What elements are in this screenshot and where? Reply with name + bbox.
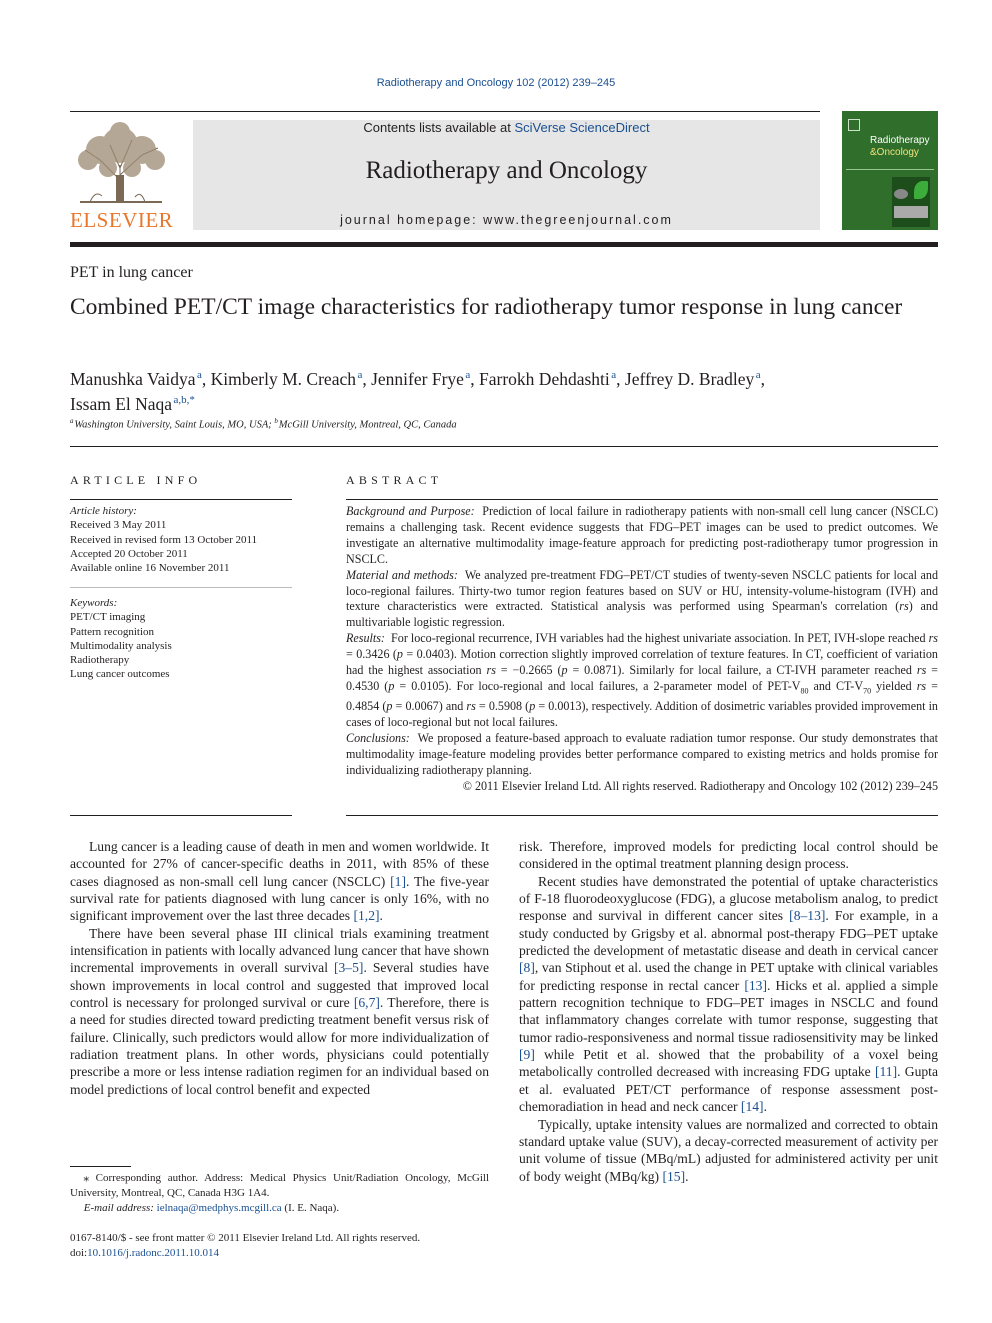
- article-history: [70, 504, 292, 575]
- elsevier-logo[interactable]: [70, 120, 174, 232]
- citation-link[interactable]: [6,7]: [353, 995, 380, 1011]
- citation-link[interactable]: [13]: [744, 977, 767, 993]
- author[interactable]: Manushka Vaidya $^a$,: [70, 368, 211, 389]
- title-divider: [70, 446, 938, 447]
- author[interactable]: Issam El Naqa $^{a,b,*}$: [70, 393, 195, 414]
- journal-header-box: [193, 120, 820, 230]
- info-rule: [70, 587, 292, 588]
- abstract-conclusions: Conclusions: We proposed a feature-based approach to evaluate radiation tumor response. Our study demonstrates that multimodality image-feature modeling provides better performance compared to existing metrics and holds promise for individualizing radiotherapy planning.: [346, 731, 938, 777]
- contents-line: [193, 120, 820, 135]
- author[interactable]: Jeffrey D. Bradley $^a$,: [624, 368, 766, 389]
- keyword: Multimodality analysis: [70, 639, 172, 652]
- header-rule: [70, 111, 820, 112]
- keyword: PET/CT imaging: [70, 611, 146, 624]
- cover-logo-icon: [848, 119, 860, 131]
- section-label: PET in lung cancer: [70, 264, 193, 281]
- abstract-body: [346, 504, 938, 795]
- journal-title[interactable]: Radiotherapy and Oncology: [365, 157, 648, 184]
- body-paragraph: risk. Therefore, improved models for predicting local control should be considered in the optimal treatment planning design process.: [519, 839, 938, 872]
- history-item: Received 3 May 2011: [70, 519, 167, 532]
- info-rule: [70, 815, 292, 816]
- author[interactable]: Farrokh Dehdashti $^a$,: [479, 368, 625, 389]
- contents-prefix: Contents lists available at: [363, 120, 515, 135]
- abstract-methods: Material and methods: We analyzed pre-treatment FDG–PET/CT studies of twenty-seven NSCLC patients for local and loco-regional failures. Thirty-two tumor region features based on SUV or HU, intensity-volume-histogram (IVH) and texture characteristics were extracted. Statistical analysis was performed using Spearman's correlation (rs) and multivariable logistic regression.: [346, 567, 939, 630]
- history-item: Received in revised form 13 October 2011: [70, 533, 258, 546]
- body-paragraph: There have been several phase III clinical trials examining treatment intensification in patients with locally advanced lung cancer that have shown incremental improvements in overall survival [3–5]. Several studies have shown improvements in local control and suggested that improved local control is necessary for prolonged survival or cure [6,7]. Therefore, there is a need for studies directed toward predicting treatment benefit versus risk of failure. Clinically, such predictors would allow for more individualization of radiation treatment plans. In other words, physicians could potentially prescribe a more or less intense radiation regimen for an individual based on model predictions of local control benefit and expected: [70, 925, 490, 1097]
- author-list: [70, 365, 930, 415]
- journal-cover-image[interactable]: [842, 111, 938, 230]
- article-info-heading: ARTICLE INFO: [70, 473, 202, 487]
- elsevier-wordmark: ELSEVIER: [70, 208, 174, 232]
- citation-link[interactable]: [9]: [519, 1047, 535, 1063]
- body-column-right: [519, 838, 938, 1185]
- copyright-line: © 2011 Elsevier Ireland Ltd. All rights reserved. Radiotherapy and Oncology 102 (2012) 239–245: [462, 778, 938, 793]
- abstract-background: Background and Purpose: Prediction of local failure in radiotherapy patients with non-small cell lung cancer (NSCLC) remains a challenging task. Recent evidence suggests that FDG–PET images can be used to predict outcomes. We investigate an alternative multimodality image-feature approach for predicting post-radiotherapy tumor progression in NSCLC.: [346, 504, 939, 566]
- citation-link[interactable]: [1]: [390, 873, 407, 889]
- cover-scan-strip: [894, 206, 928, 218]
- citation-link[interactable]: [11]: [874, 1064, 898, 1080]
- citation-link[interactable]: [1,2]: [353, 908, 380, 924]
- citation-link[interactable]: [3–5]: [333, 960, 364, 976]
- history-item: Accepted 20 October 2011: [70, 547, 188, 560]
- affiliations: $^a$ Washington University, Saint Louis, MO, USA; $^b$ McGill University, Montreal, QC, Canada: [70, 417, 457, 431]
- citation-link[interactable]: [14]: [740, 1099, 764, 1115]
- sciencedirect-link[interactable]: SciVerse ScienceDirect: [514, 120, 650, 135]
- body-paragraph: Lung cancer is a leading cause of death in men and women worldwide. It accounted for 27% of cancer-specific deaths in 2011, with 85% of these cases diagnosed as non-small cell lung cancer (NSCLC) [1]. The five-year survival rate for patients diagnosed with lung cancer is only 16%, with no significant improvement over the last three decades [1,2].: [70, 839, 489, 924]
- article-title: Combined PET/CT image characteristics for radiotherapy tumor response in lung cancer: [70, 294, 903, 320]
- author[interactable]: Jennifer Frye $^a$,: [371, 368, 480, 389]
- header-thick-rule: [70, 242, 938, 247]
- journal-homepage-link[interactable]: journal homepage: www.thegreenjournal.com: [340, 213, 673, 227]
- author[interactable]: Kimberly M. Creach $^a$,: [210, 368, 372, 389]
- cover-title-2: &Oncology: [870, 147, 919, 158]
- keywords: [70, 596, 292, 682]
- keyword: Lung cancer outcomes: [70, 668, 170, 681]
- corresponding-author-footnote: ⁎ Corresponding author. Address: Medical Physics Unit/Radiation Oncology, McGill University, Montreal, QC, Canada H3G 1A4. E-mail address: ielnaqa@medphys.mcgill.ca (I. E. Naqa).: [70, 1172, 489, 1214]
- citation-link[interactable]: [15]: [662, 1168, 686, 1184]
- citation-link[interactable]: [8–13]: [789, 908, 826, 924]
- footnote-star: ⁎: [83, 1172, 89, 1184]
- keywords-label: Keywords:: [70, 597, 118, 609]
- abstract-results: Results: For loco-regional recurrence, IVH variables had the highest univariate association. In PET, IVH-slope reached rs = 0.3426 (p = 0.0403). Motion correction slightly improved correlation of texture features. In CT, coefficient of variation had the highest association rs = −0.2665 (p = 0.0871). Similarly for local failure, a CT-IVH parameter reached rs = 0.4530 (p = 0.0105). For loco-regional and local failures, a 2-parameter model of PET-$V_{80}$ and $CT-V_{70}$ yielded rs = 0.4854 (p = 0.0067) and rs = 0.5908 (p = 0.0013), respectively. Addition of dosimetric variables provided improvement in cases of loco-regional but not local failures.: [346, 631, 939, 730]
- cover-scan-image: [894, 189, 908, 199]
- issn-doi-block: 0167-8140/$ - see front matter © 2011 Elsevier Ireland Ltd. All rights reserved. doi:10.1016/j.radonc.2011.10.014: [70, 1232, 421, 1259]
- citation-link[interactable]: [8]: [519, 960, 535, 976]
- doi-link[interactable]: 10.1016/j.radonc.2011.10.014: [87, 1246, 220, 1259]
- issn-line: 0167-8140/$ - see front matter © 2011 Elsevier Ireland Ltd. All rights reserved.: [70, 1232, 421, 1244]
- body-column-left: [70, 838, 489, 1098]
- history-label: Article history:: [70, 505, 137, 517]
- history-item: Available online 16 November 2011: [70, 562, 230, 575]
- abstract-rule: [346, 815, 938, 816]
- abstract-heading: ABSTRACT: [346, 473, 443, 487]
- abstract-rule: [346, 499, 938, 500]
- email-link[interactable]: ielnaqa@medphys.mcgill.ca: [156, 1202, 282, 1214]
- body-paragraph: Recent studies have demonstrated the potential of uptake characteristics of F-18 fluorodeoxyglucose (FDG), a glucose metabolism analog, to predict response and survival in different cancer sites [8–13]. For example, in a study conducted by Grigsby et al. abnormal post-therapy FDG–PET uptake predicted the development of metastatic disease and death in cervical cancer [8], van Stiphout et al. used the change in PET uptake with clinical variables for predicting response in rectal cancer [13]. Hicks et al. applied a simple pattern recognition technique to FDG–PET images in NSCLC and found that inflammatory changes correlate with tumor response, suggesting that tumor radio-responsiveness and normal tissue radiosensitivity may be linked [9] while Petit et al. showed that the probability of a voxel being metabolically controlled decreased with increasing FDG uptake [11]. Gupta et al. evaluated PET/CT performance of response assessment post-chemoradiation in head and neck cancer [14].: [519, 873, 938, 1115]
- info-rule: [70, 499, 292, 500]
- body-paragraph: Typically, uptake intensity values are normalized and corrected to obtain standard uptake value (SUV), a decay-corrected measurement of activity per unit volume of tissue (MBq/mL) adjusted for administered activity per unit of body weight (MBq/kg) [15].: [519, 1116, 938, 1184]
- cover-title-1: Radiotherapy: [870, 135, 930, 146]
- keyword: Radiotherapy: [70, 654, 130, 667]
- journal-reference[interactable]: Radiotherapy and Oncology 102 (2012) 239–245: [376, 77, 616, 89]
- footnote-rule: [70, 1166, 131, 1167]
- keyword: Pattern recognition: [70, 625, 155, 638]
